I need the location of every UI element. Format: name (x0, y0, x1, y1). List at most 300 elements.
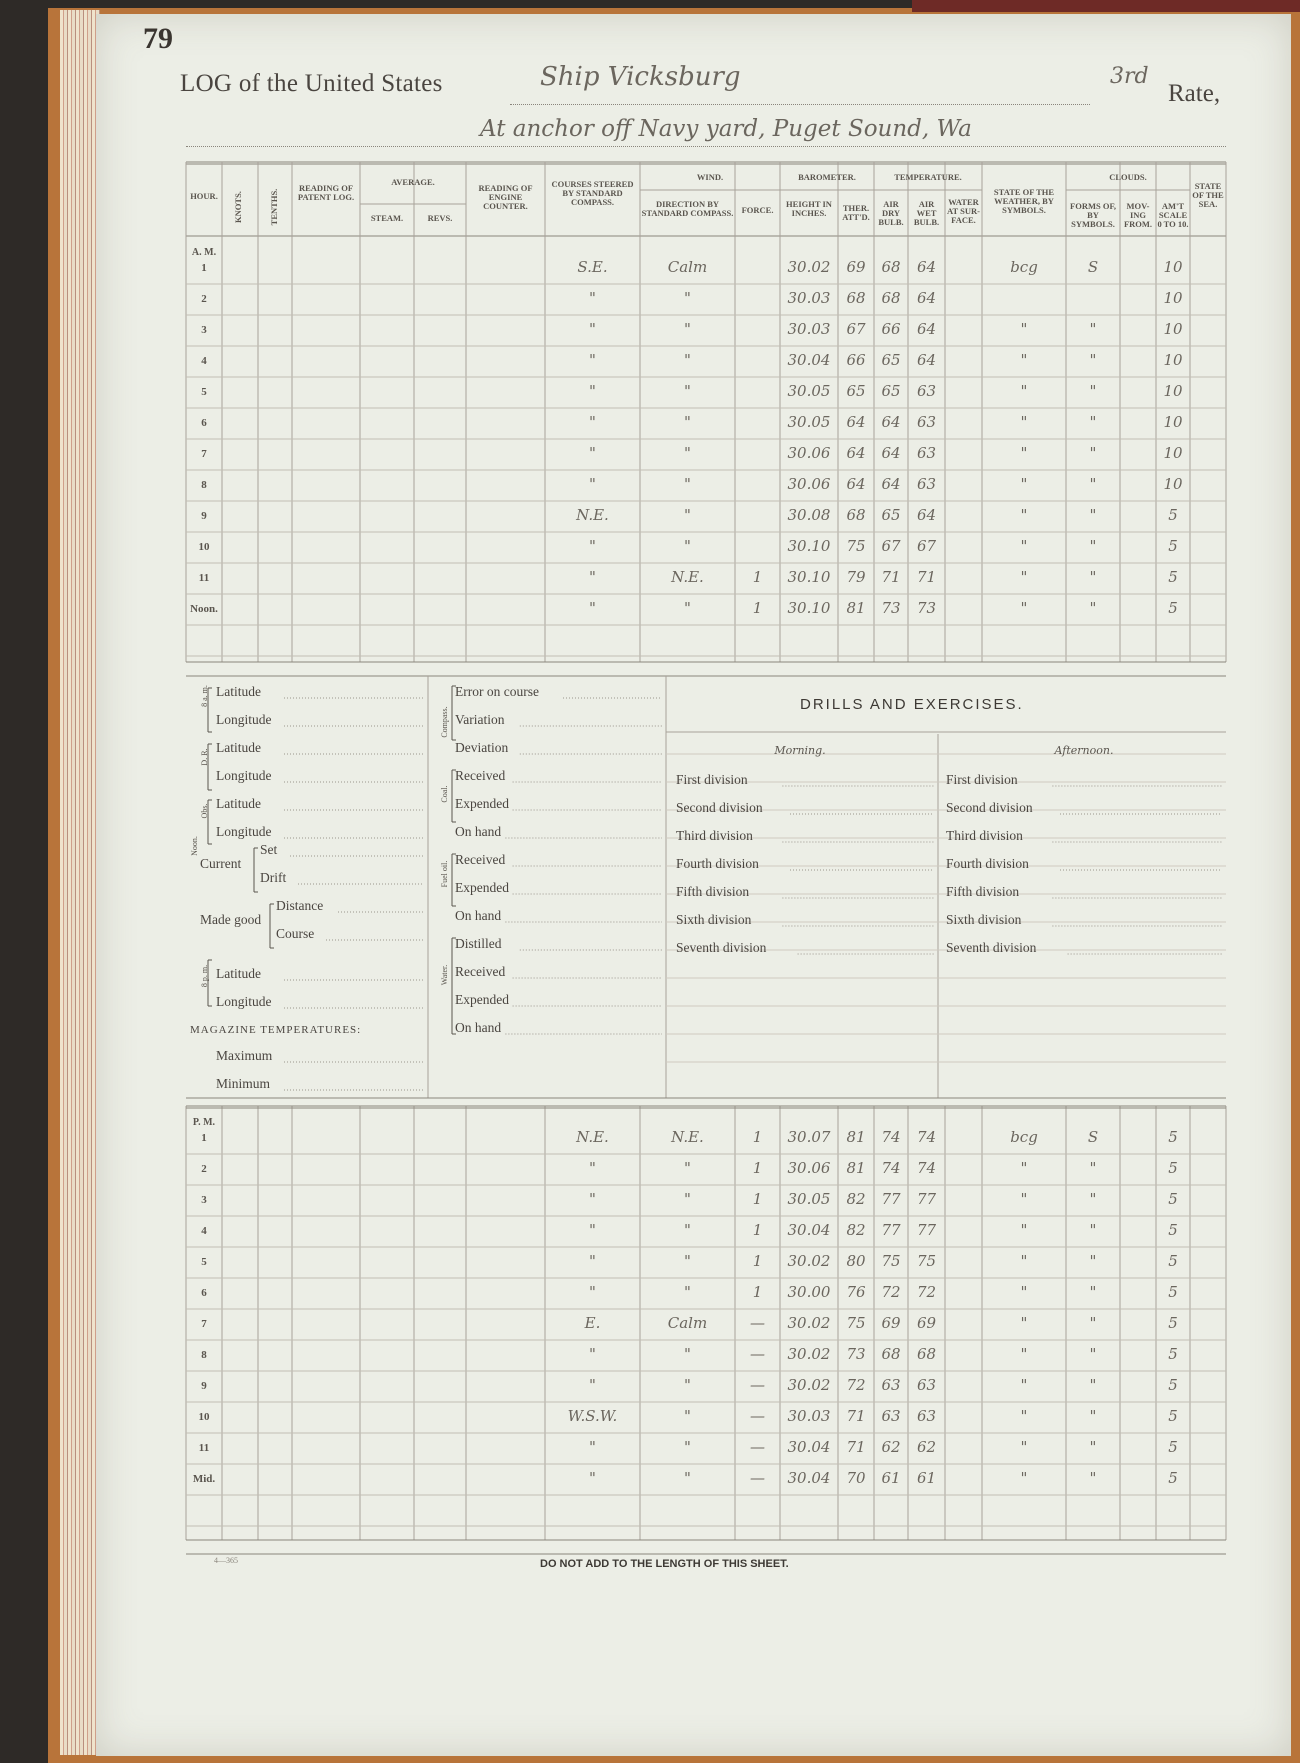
cell-weather: " (1020, 537, 1028, 555)
cell-force: 1 (752, 1190, 763, 1208)
cell-wet: 63 (916, 382, 937, 400)
cell-dry: 77 (881, 1190, 901, 1208)
row-hour: 5 (201, 1256, 207, 1268)
header-air-wet: AIR WET BULB. (913, 199, 940, 227)
position-label: Latitude (216, 966, 261, 981)
drill-division-morning: Sixth division (676, 912, 752, 927)
cell-ther: 81 (846, 599, 866, 617)
cell-forms: " (1089, 1438, 1097, 1456)
cell-ther: 76 (846, 1283, 866, 1301)
row-hour: 7 (201, 1318, 207, 1330)
header-knots: KNOTS. (233, 191, 243, 223)
drill-division-morning: Seventh division (676, 940, 767, 955)
cell-height: 30.04 (787, 1438, 831, 1456)
cell-weather: " (1020, 351, 1028, 369)
row-hour: 8 (201, 1349, 207, 1361)
cell-wet: 69 (916, 1314, 937, 1332)
cell-forms: " (1089, 1283, 1097, 1301)
cell-dry: 63 (881, 1376, 901, 1394)
side-coal: Coal. (440, 785, 449, 803)
drill-division-afternoon: Seventh division (946, 940, 1037, 955)
header-patent-log: READING OF PATENT LOG. (297, 183, 355, 202)
stores-label: On hand (455, 908, 502, 923)
cell-forms: " (1089, 568, 1097, 586)
cell-course: " (589, 599, 596, 617)
cell-forms: " (1089, 475, 1097, 493)
cell-dry: 75 (881, 1252, 901, 1270)
row-hour: 10 (198, 541, 210, 553)
cell-forms: " (1089, 444, 1097, 462)
cell-dry: 61 (881, 1469, 901, 1487)
cell-course: " (589, 1159, 596, 1177)
cell-ther: 72 (846, 1376, 866, 1394)
cell-forms: " (1089, 1345, 1097, 1363)
side-obs: Obs. (200, 803, 209, 819)
cell-amount: 5 (1168, 1314, 1178, 1332)
page-number: 79 (143, 22, 173, 55)
form-code: 4—365 (214, 1556, 238, 1565)
row-hour: 1 (201, 1132, 207, 1144)
cell-wet: 77 (916, 1221, 937, 1239)
cell-amount: 5 (1168, 568, 1178, 586)
row-hour: 6 (201, 1287, 207, 1299)
cell-wind-dir: N.E. (671, 1128, 704, 1146)
header-wind-direction: DIRECTION BY STANDARD COMPASS. (641, 199, 734, 218)
cell-height: 30.04 (787, 351, 831, 369)
header-barometer: BAROMETER. (798, 172, 856, 182)
cell-forms: " (1089, 320, 1097, 338)
cell-wind-dir: N.E. (671, 568, 704, 586)
cell-wind-dir: " (684, 1407, 691, 1425)
row-hour: 9 (201, 510, 207, 522)
cell-ther: 68 (846, 289, 866, 307)
cell-amount: 10 (1163, 475, 1183, 493)
cell-ther: 65 (846, 382, 866, 400)
cell-amount: 10 (1163, 289, 1183, 307)
row-hour: Noon. (190, 603, 218, 615)
cell-height: 30.06 (787, 475, 831, 493)
stores-label: Distilled (455, 936, 502, 951)
cell-course: " (589, 1376, 596, 1394)
header-temperature: TEMPERATURE. (894, 172, 962, 182)
cell-forms: " (1089, 1252, 1097, 1270)
stores-label: On hand (455, 1020, 502, 1035)
cell-force: — (750, 1314, 765, 1332)
cell-course: " (589, 1345, 596, 1363)
cell-dry: 64 (881, 413, 901, 431)
cell-wind-dir: " (684, 320, 691, 338)
cell-wind-dir: " (684, 1159, 691, 1177)
cell-height: 30.04 (787, 1221, 831, 1239)
cell-forms: " (1089, 1469, 1097, 1487)
cell-dry: 77 (881, 1221, 901, 1239)
side-noon: Noon. (190, 836, 199, 856)
cell-ther: 82 (846, 1221, 866, 1239)
cell-height: 30.02 (787, 258, 831, 276)
header-moving: MOV-ING FROM. (1123, 201, 1153, 229)
cell-force: — (750, 1407, 765, 1425)
drill-division-afternoon: Fifth division (946, 884, 1020, 899)
cell-height: 30.05 (787, 413, 831, 431)
drill-division-morning: Third division (676, 828, 753, 843)
cell-ther: 80 (846, 1252, 866, 1270)
cell-wet: 74 (916, 1159, 937, 1177)
cell-wind-dir: " (684, 1283, 691, 1301)
cell-weather: " (1020, 475, 1028, 493)
cell-ther: 81 (846, 1128, 866, 1146)
row-hour: 5 (201, 386, 207, 398)
stores-label: Received (455, 852, 506, 867)
position-label: Latitude (216, 684, 261, 699)
header-courses: COURSES STEERED BY STANDARD COMPASS. (551, 179, 634, 207)
drill-division-morning: Fifth division (676, 884, 750, 899)
cell-forms: " (1089, 413, 1097, 431)
cell-wind-dir: " (684, 599, 691, 617)
cell-wet: 73 (916, 599, 937, 617)
cell-ther: 66 (846, 351, 866, 369)
cell-amount: 5 (1168, 1252, 1178, 1270)
cell-ther: 82 (846, 1190, 866, 1208)
cell-amount: 10 (1163, 444, 1183, 462)
cell-amount: 10 (1163, 320, 1183, 338)
position-label: Longitude (216, 712, 272, 727)
cell-wet: 64 (916, 351, 937, 369)
side-fuel-oil: Fuel oil. (440, 860, 449, 888)
header-water: WATER AT SUR-FACE. (947, 197, 980, 225)
stores-label: Received (455, 768, 506, 783)
cell-forms: " (1089, 599, 1097, 617)
cell-wet: 63 (916, 475, 937, 493)
cell-wet: 77 (916, 1190, 937, 1208)
cell-ther: 64 (846, 444, 866, 462)
cell-forms: " (1089, 537, 1097, 555)
row-hour: 3 (201, 324, 207, 336)
position-label: Longitude (216, 824, 272, 839)
header-wind-force: FORCE. (741, 205, 774, 215)
drill-division-afternoon: Third division (946, 828, 1023, 843)
header-revs: REVS. (427, 213, 453, 223)
drill-division-morning: Fourth division (676, 856, 759, 871)
cell-height: 30.06 (787, 444, 831, 462)
row-hour: 1 (201, 262, 207, 274)
cell-forms: " (1089, 506, 1097, 524)
cell-amount: 10 (1163, 382, 1183, 400)
row-hour: 11 (198, 572, 210, 584)
cell-wet: 62 (916, 1438, 937, 1456)
side-compass: Compass. (440, 706, 449, 738)
cell-ther: 71 (846, 1438, 866, 1456)
current-drift-label: Drift (260, 870, 287, 885)
cell-height: 30.10 (787, 568, 831, 586)
drills-afternoon: Afternoon. (1054, 744, 1114, 757)
ship-name: Ship Vicksburg (540, 62, 741, 92)
stores-label: Error on course (455, 684, 539, 699)
cell-wet: 61 (916, 1469, 937, 1487)
row-hour: 8 (201, 479, 207, 491)
row-hour: 4 (201, 1225, 207, 1237)
cell-dry: 72 (881, 1283, 901, 1301)
cell-height: 30.02 (787, 1314, 831, 1332)
cell-ther: 75 (846, 537, 866, 555)
cell-course: " (589, 568, 596, 586)
cell-weather: " (1020, 413, 1028, 431)
cell-weather: " (1020, 444, 1028, 462)
cell-forms: S (1087, 1128, 1099, 1146)
header-amount: AM'T SCALE 0 TO 10. (1157, 201, 1189, 229)
rate-label: Rate, (1168, 80, 1221, 107)
cell-wind-dir: " (684, 1252, 691, 1270)
cell-force: 1 (752, 1159, 763, 1177)
cell-wind-dir: Calm (667, 1314, 708, 1332)
stores-label: On hand (455, 824, 502, 839)
cell-weather: " (1020, 1376, 1028, 1394)
cell-wind-dir: " (684, 413, 691, 431)
header-wind: WIND. (696, 172, 724, 182)
cell-wet: 71 (916, 568, 937, 586)
row-hour: 7 (201, 448, 207, 460)
cell-ther: 73 (846, 1345, 866, 1363)
cell-height: 30.05 (787, 382, 831, 400)
cell-weather: " (1020, 1314, 1028, 1332)
cell-wind-dir: " (684, 382, 691, 400)
header-ther-attd: THER. ATT'D. (842, 203, 870, 222)
cell-weather: " (1020, 1345, 1028, 1363)
cell-wind-dir: " (684, 1190, 691, 1208)
cell-wet: 74 (916, 1128, 937, 1146)
cell-weather: " (1020, 1283, 1028, 1301)
cell-forms: S (1087, 258, 1099, 276)
cell-wet: 68 (916, 1345, 937, 1363)
cell-wet: 63 (916, 413, 937, 431)
cell-ther: 69 (846, 258, 866, 276)
row-hour: Mid. (192, 1473, 216, 1485)
cell-wind-dir: " (684, 506, 691, 524)
side-8am: 8 a. m. (200, 685, 209, 707)
row-hour: 4 (201, 355, 207, 367)
magazine-label: MAGAZINE TEMPERATURES: (190, 1024, 362, 1036)
cell-dry: 71 (881, 568, 901, 586)
cell-force: — (750, 1438, 765, 1456)
cell-forms: " (1089, 1407, 1097, 1425)
cell-weather: " (1020, 568, 1028, 586)
stores-label: Variation (455, 712, 505, 727)
cell-height: 30.00 (787, 1283, 831, 1301)
cell-wind-dir: " (684, 537, 691, 555)
cell-amount: 5 (1168, 1469, 1178, 1487)
cell-wind-dir: " (684, 1376, 691, 1394)
cell-amount: 10 (1163, 351, 1183, 369)
cell-forms: " (1089, 1190, 1097, 1208)
cell-wind-dir: " (684, 444, 691, 462)
header-steam: STEAM. (370, 213, 404, 223)
side-8pm: 8 p. m. (200, 964, 209, 988)
cell-dry: 65 (881, 506, 901, 524)
cell-forms: " (1089, 1221, 1097, 1239)
made-good-label: Made good (200, 912, 262, 927)
cell-course: N.E. (576, 506, 609, 524)
cell-height: 30.04 (787, 1469, 831, 1487)
position-label: Longitude (216, 994, 272, 1009)
cell-wind-dir: " (684, 1221, 691, 1239)
cell-height: 30.10 (787, 599, 831, 617)
cell-height: 30.03 (787, 289, 831, 307)
cell-dry: 74 (881, 1128, 901, 1146)
drill-division-morning: Second division (676, 800, 763, 815)
cell-dry: 65 (881, 351, 901, 369)
cell-amount: 5 (1168, 1438, 1178, 1456)
cell-amount: 10 (1163, 258, 1183, 276)
cell-force: 1 (752, 1221, 763, 1239)
stores-label: Expended (455, 880, 509, 895)
cell-height: 30.06 (787, 1159, 831, 1177)
cell-height: 30.02 (787, 1376, 831, 1394)
cell-course: " (589, 475, 596, 493)
cell-amount: 5 (1168, 1283, 1178, 1301)
cell-amount: 5 (1168, 1345, 1178, 1363)
cell-weather: " (1020, 1190, 1028, 1208)
row-hour: 10 (198, 1411, 210, 1423)
cell-wet: 67 (916, 537, 937, 555)
row-hour: 6 (201, 417, 207, 429)
cell-course: " (589, 1221, 596, 1239)
cell-course: " (589, 289, 596, 307)
cell-wind-dir: " (684, 1469, 691, 1487)
cell-dry: 67 (881, 537, 901, 555)
cell-weather: " (1020, 1469, 1028, 1487)
cell-ther: 75 (846, 1314, 866, 1332)
cell-weather: " (1020, 599, 1028, 617)
cell-weather: " (1020, 1221, 1028, 1239)
cell-ther: 68 (846, 506, 866, 524)
cell-force: 1 (752, 1283, 763, 1301)
cell-dry: 74 (881, 1159, 901, 1177)
cell-height: 30.07 (787, 1128, 831, 1146)
position-label: Latitude (216, 740, 261, 755)
cell-dry: 68 (881, 1345, 901, 1363)
cell-force: 1 (752, 1252, 763, 1270)
header-weather: STATE OF THE WEATHER, BY SYMBOLS. (993, 187, 1055, 215)
cell-amount: 5 (1168, 1190, 1178, 1208)
drills-title: DRILLS AND EXERCISES. (800, 696, 1024, 713)
cell-wet: 64 (916, 289, 937, 307)
header-cloud-forms: FORMS OF, BY SYMBOLS. (1070, 201, 1116, 229)
cell-force: 1 (752, 599, 763, 617)
cell-dry: 63 (881, 1407, 901, 1425)
cell-forms: " (1089, 1159, 1097, 1177)
cell-height: 30.08 (787, 506, 831, 524)
stores-label: Expended (455, 992, 509, 1007)
cell-height: 30.02 (787, 1252, 831, 1270)
drill-division-afternoon: Fourth division (946, 856, 1029, 871)
cell-force: 1 (752, 1128, 763, 1146)
row-hour: 2 (201, 293, 207, 305)
cell-amount: 5 (1168, 1407, 1178, 1425)
cell-force: — (750, 1469, 765, 1487)
current-set-label: Set (260, 842, 278, 857)
cell-amount: 5 (1168, 1128, 1178, 1146)
cell-wet: 64 (916, 258, 937, 276)
cell-course: " (589, 1283, 596, 1301)
cell-wind-dir: " (684, 475, 691, 493)
row-hour: 2 (201, 1163, 207, 1175)
cell-dry: 68 (881, 289, 901, 307)
cell-course: " (589, 1252, 596, 1270)
cell-wet: 63 (916, 1407, 937, 1425)
cell-course: " (589, 351, 596, 369)
cell-dry: 68 (881, 258, 901, 276)
cell-course: N.E. (576, 1128, 609, 1146)
cell-ther: 71 (846, 1407, 866, 1425)
cell-weather: bcg (1010, 1128, 1038, 1146)
cell-course: " (589, 413, 596, 431)
current-label: Current (200, 856, 242, 871)
header-engine-counter: READING OF ENGINE COUNTER. (478, 183, 533, 211)
drill-division-afternoon: First division (946, 772, 1018, 787)
distance-label: Distance (276, 898, 324, 913)
cell-weather: " (1020, 1407, 1028, 1425)
row-hour: 9 (201, 1380, 207, 1392)
cell-wind-dir: " (684, 1438, 691, 1456)
log-title-prefix: LOG of the United States (180, 70, 443, 97)
position-label: Longitude (216, 768, 272, 783)
cell-wet: 63 (916, 1376, 937, 1394)
stores-label: Deviation (455, 740, 509, 755)
cell-amount: 5 (1168, 1221, 1178, 1239)
side-dr: D. R. (200, 748, 209, 766)
cell-forms: " (1089, 382, 1097, 400)
cell-weather: " (1020, 1252, 1028, 1270)
drill-division-afternoon: Sixth division (946, 912, 1022, 927)
cell-forms: " (1089, 1376, 1097, 1394)
position-label: Latitude (216, 796, 261, 811)
header-average: AVERAGE. (391, 177, 435, 187)
cell-course: W.S.W. (567, 1407, 618, 1425)
cell-dry: 69 (881, 1314, 901, 1332)
cell-ther: 81 (846, 1159, 866, 1177)
cell-force: — (750, 1345, 765, 1363)
drills-morning: Morning. (774, 744, 826, 757)
drill-division-afternoon: Second division (946, 800, 1033, 815)
header-tenths: TENTHS. (269, 188, 279, 226)
cell-weather: " (1020, 506, 1028, 524)
cell-height: 30.03 (787, 320, 831, 338)
cell-amount: 5 (1168, 599, 1178, 617)
cell-wind-dir: " (684, 1345, 691, 1363)
cell-wet: 63 (916, 444, 937, 462)
cell-weather: " (1020, 1438, 1028, 1456)
cell-ther: 79 (846, 568, 866, 586)
cell-weather: bcg (1010, 258, 1038, 276)
cell-course: " (589, 1438, 596, 1456)
row-hour: 3 (201, 1194, 207, 1206)
stores-label: Received (455, 964, 506, 979)
cell-height: 30.05 (787, 1190, 831, 1208)
cell-amount: 5 (1168, 537, 1178, 555)
cell-weather: " (1020, 1159, 1028, 1177)
cell-course: " (589, 1469, 596, 1487)
cell-wind-dir: Calm (667, 258, 708, 276)
cell-dry: 64 (881, 475, 901, 493)
cell-ther: 64 (846, 475, 866, 493)
cell-course: " (589, 444, 596, 462)
cell-dry: 64 (881, 444, 901, 462)
cell-amount: 10 (1163, 413, 1183, 431)
cell-dry: 66 (881, 320, 901, 338)
period-label: P. M. (192, 1117, 216, 1128)
cell-ther: 64 (846, 413, 866, 431)
rate-handwritten: 3rd (1110, 64, 1149, 89)
cell-wet: 75 (916, 1252, 937, 1270)
